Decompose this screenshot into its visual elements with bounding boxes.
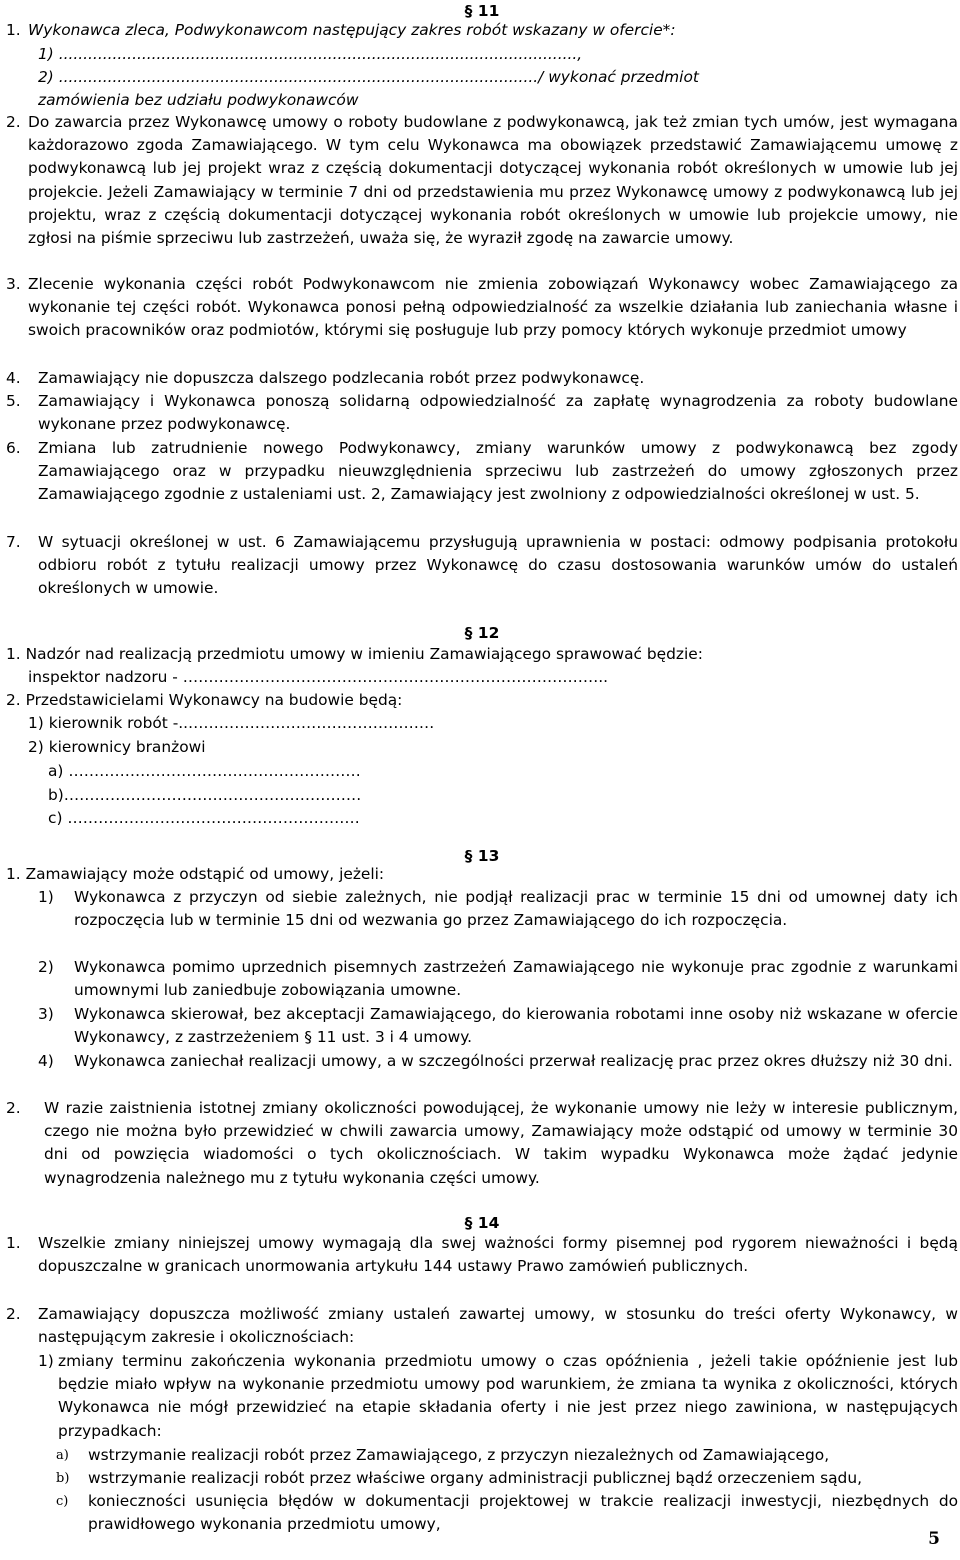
item-text: Wszelkie zmiany niniejszej umowy wymagają dla swej ważności formy pisemnej pod rygorem nieważności i będą dopuszczalne w granicach unormowania artykułu 144 ustawy Prawo zamówień publicznych. xyxy=(38,1234,958,1276)
item-number: 7. xyxy=(6,533,21,551)
s12-line-8: c) ………………………………………………… xyxy=(48,809,360,827)
s11-item-1 xyxy=(6,19,958,42)
item-text: Wykonawca zleca, Podwykonawcom następujący zakres robót wskazany w ofercie*: xyxy=(28,21,676,39)
item-number: 2. xyxy=(6,113,21,131)
item-number: 2. xyxy=(6,1305,21,1323)
item-text: Zlecenie wykonania części robót Podwykonawcom nie zmienia zobowiązań Wykonawcy wobec Zamawiającego za wykonanie tej części robót. Wykonawca ponosi pełną odpowiedzialność za wszelkie działania lub zaniechania własne i swoich pracowników oraz podmiotów, którymi się posługuje lub przy pomocy których wykonuje przedmiot umowy xyxy=(28,275,958,340)
item-number: 4. xyxy=(6,369,21,387)
point-text: Wykonawca z przyczyn od siebie zależnych, nie podjął realizacji prac w terminie 15 dni od umownej daty ich rozpoczęcia lub w terminie 15 dni od wezwania go przez Zamawiającego do ich rozpoczęcia. xyxy=(74,888,958,930)
s11-item-4 xyxy=(6,367,958,390)
page-number: 5 xyxy=(928,1529,940,1549)
point-number: 1) xyxy=(38,888,54,906)
s13-point-4 xyxy=(38,1050,958,1073)
item-text: Zamawiający i Wykonawca ponoszą solidarną odpowiedzialność za zapłatę wynagrodzenia za roboty budowlane wykonane przez podwykonawcę. xyxy=(38,392,958,434)
s11-subitem-2: 2) ................................................................................................../ wykonać przedmiot xyxy=(38,68,699,86)
s12-line-1: 1. Nadzór nad realizacją przedmiotu umowy w imieniu Zamawiającego sprawować będzie: xyxy=(6,645,703,663)
point-text: zmiany terminu zakończenia wykonania przedmiotu umowy o czas opóźnienia , jeżeli takie opóźnienie jest lub będzie miało wpływ na wykonanie przedmiotu umowy pod warunkiem, że zmiana ta wynika z okoliczności, których Wykonawca nie mógł przewidzieć na etapie składania oferty i nie jest przez niego zawiniona, w następujących przypadkach: xyxy=(58,1352,958,1440)
point-text: Wykonawca skierował, bez akceptacji Zamawiającego, do kierowania robotami inne osoby niż wskazane w ofercie Wykonawcy, z zastrzeżeniem § 11 ust. 3 i 4 umowy. xyxy=(74,1005,958,1047)
s13-point-1 xyxy=(38,886,958,932)
s14-letter-a xyxy=(56,1444,958,1467)
s12-line-4: 1) kierownik robót -..………………………………………… xyxy=(28,714,435,732)
s14-item-1 xyxy=(6,1232,958,1278)
item-number: 2. xyxy=(6,1099,21,1117)
s14-point-1 xyxy=(38,1350,958,1443)
s11-subitem-2-cont: zamówienia bez udziału podwykonawców xyxy=(38,91,359,109)
s12-line-3: 2. Przedstawicielami Wykonawcy na budowie będą: xyxy=(6,691,403,709)
s11-item-5 xyxy=(6,390,958,436)
item-text: Zamawiający dopuszcza możliwość zmiany ustaleń zawartej umowy, w stosunku do treści oferty Wykonawcy, w następującym zakresie i okolicznościach: xyxy=(38,1305,958,1347)
section-11-heading: § 11 xyxy=(464,2,500,20)
point-text: Wykonawca zaniechał realizacji umowy, a w szczególności przerwał realizację prac przez okres dłuższy niż 30 dni. xyxy=(74,1052,953,1070)
letter-number: a) xyxy=(56,1448,69,1463)
s12-line-7: b)…………………………………………………. xyxy=(48,786,362,804)
s12-line-6: a) ………………………………………………… xyxy=(48,762,361,780)
item-text: Zmiana lub zatrudnienie nowego Podwykonawcy, zmiany warunków umowy z podwykonawcą bez zgody Zamawiającego oraz w przypadku nieuwzględnienia sprzeciwu lub zastrzeżeń do umowy zgłoszonych przez Zamawiającego zgodnie z ustaleniami ust. 2, Zamawiający jest zwolniony z odpowiedzialności określonej w ust. 5. xyxy=(38,439,958,504)
letter-number: c) xyxy=(56,1494,69,1509)
point-number: 1) xyxy=(38,1352,54,1370)
section-12-heading: § 12 xyxy=(464,624,500,642)
s13-point-3 xyxy=(38,1003,958,1049)
s11-item-6 xyxy=(6,437,958,507)
section-13-heading: § 13 xyxy=(464,847,500,865)
s14-letter-b xyxy=(56,1467,958,1490)
item-text: W razie zaistnienia istotnej zmiany okoliczności powodującej, że wykonanie umowy nie leży w interesie publicznym, czego nie można było przewidzieć w chwili zawarcia umowy, Zamawiający może odstąpić od umowy w terminie 30 dni od powzięcia wiadomości o tych okolicznościach. W takim wypadku Wykonawca może żądać jedynie wynagrodzenia należnego mu z tytułu wykonania części umowy. xyxy=(44,1099,958,1187)
item-text: Zamawiający nie dopuszcza dalszego podzlecania robót przez podwykonawcę. xyxy=(38,369,645,387)
letter-text: wstrzymanie realizacji robót przez właściwe organy administracji publicznej bądź orzeczeniem sądu, xyxy=(88,1469,862,1487)
s11-item-3 xyxy=(6,273,958,343)
item-text: Do zawarcia przez Wykonawcę umowy o roboty budowlane z podwykonawcą, jak też zmian tych umów, jest wymagana każdorazowo zgoda Zamawiającego. W tym celu Wykonawca ma obowiązek przedstawić Zamawiającemu umowę z podwykonawcą lub jej projekt wraz z częścią dokumentacji dotyczącej wykonania robót określonych w umowie lub jej projekcie. Jeżeli Zamawiający w terminie 7 dni od przedstawienia mu przez Wykonawcę umowy z podwykonawcą lub jej projektu, wraz z częścią dokumentacji dotyczącej wykonania robót określonych w umowie lub projekcie umowy, nie zgłosi na piśmie sprzeciwu lub zastrzeżeń, uważa się, że wyraził zgodę na zawarcie umowy. xyxy=(28,113,958,248)
item-number: 1. xyxy=(6,1234,21,1252)
letter-text: konieczności usunięcia błędów w dokumentacji projektowej w trakcie realizacji inwestycji, niezbędnych do prawidłowego wykonania przedmiotu umowy, xyxy=(88,1492,958,1534)
s11-item-7 xyxy=(6,531,958,601)
point-text: Wykonawca pomimo uprzednich pisemnych zastrzeżeń Zamawiającego nie wykonuje prac zgodnie z warunkami umownymi lub zaniedbuje zobowiązania umowne. xyxy=(74,958,958,1000)
s11-subitem-1: 1) .........................................................................................................., xyxy=(38,45,583,63)
item-text: W sytuacji określonej w ust. 6 Zamawiającemu przysługują uprawnienia w postaci: odmowy podpisania protokołu odbioru robót z tytułu realizacji umowy przez Wykonawcę do czasu dostosowania warunków umów do ustaleń określonych w umowie. xyxy=(38,533,958,598)
s13-intro: 1. Zamawiający może odstąpić od umowy, jeżeli: xyxy=(6,865,385,883)
section-14-heading: § 14 xyxy=(464,1214,500,1232)
s11-item-2 xyxy=(6,111,958,250)
point-number: 4) xyxy=(38,1052,54,1070)
s13-item-2 xyxy=(6,1097,958,1190)
point-number: 3) xyxy=(38,1005,54,1023)
s12-line-5: 2) kierownicy branżowi xyxy=(28,738,206,756)
item-number: 3. xyxy=(6,275,21,293)
point-number: 2) xyxy=(38,958,54,976)
s13-point-2 xyxy=(38,956,958,1002)
letter-number: b) xyxy=(56,1471,70,1486)
letter-text: wstrzymanie realizacji robót przez Zamawiającego, z przyczyn niezależnych od Zamawiającego, xyxy=(88,1446,830,1464)
item-number: 1. xyxy=(6,21,21,39)
s12-line-2: inspektor nadzoru - ……………………………………………………………………….. xyxy=(28,668,609,686)
s14-letter-c xyxy=(56,1490,958,1536)
item-number: 5. xyxy=(6,392,21,410)
s14-item-2 xyxy=(6,1303,958,1349)
item-number: 6. xyxy=(6,439,21,457)
